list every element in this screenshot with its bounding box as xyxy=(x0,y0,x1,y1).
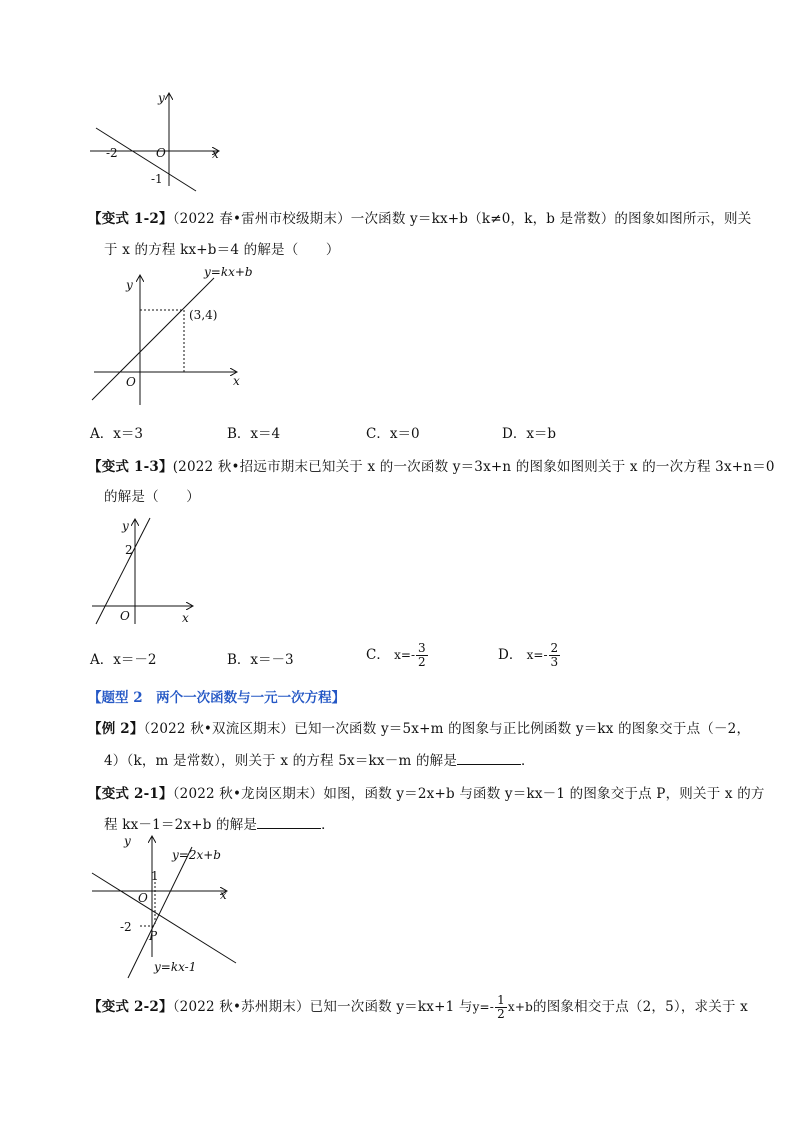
label-2x-plus-b: y=2x+b xyxy=(172,848,221,862)
ex2-line-1: 【例 2】（2022 秋•双流区期末）已知一次函数 y＝5x+m 的图象与正比例函数 y＝kx 的图象交于点（－2， xyxy=(88,721,751,737)
v21-line-1: 【变式 2-1】（2022 秋•龙岗区期末）如图，函数 y＝2x+b 与函数 y＝kx－1 的图象交于点 P，则关于 x 的方 xyxy=(88,786,765,802)
line-kx-minus-1 xyxy=(92,873,236,963)
v12-option-a[interactable]: A．x＝3 xyxy=(90,426,143,442)
origin-label: O xyxy=(120,609,130,623)
y-axis-label: y xyxy=(126,278,133,292)
v13-option-b[interactable]: B．x＝－3 xyxy=(227,652,294,668)
answer-blank[interactable] xyxy=(457,752,521,765)
tick-2: 2 xyxy=(125,543,133,557)
v12-option-b[interactable]: B．x＝4 xyxy=(227,426,281,442)
line-2x-plus-b xyxy=(128,847,192,978)
function-label: y=kx+b xyxy=(204,265,253,279)
v12-line-1: 【变式 1-2】（2022 春•雷州市校级期末）一次函数 y＝kx+b（k≠0，k，b 是常数）的图象如图所示，则关 xyxy=(88,211,752,227)
v13-option-a[interactable]: A．x＝－2 xyxy=(90,652,157,668)
v13-graph xyxy=(88,512,208,632)
x-axis-label: x xyxy=(233,374,240,388)
point-label: (3,4) xyxy=(189,308,218,322)
v13-option-c[interactable]: C． x=- $\frac{3}{2}$ xyxy=(366,641,426,669)
type-2-heading: 【题型 2 两个一次函数与一元一次方程】 xyxy=(88,690,346,706)
x-axis-label: x xyxy=(220,888,227,902)
v21-line-2: 程 kx－1＝2x+b 的解是 ． xyxy=(104,817,335,833)
tick-minus-1: -1 xyxy=(151,172,163,186)
v12-option-d[interactable]: D．x＝b xyxy=(502,426,557,442)
v12-line-2: 于 x 的方程 kx+b＝4 的解是（ ） xyxy=(104,242,340,258)
origin-label: O xyxy=(138,891,148,905)
x-axis-label: x xyxy=(182,611,189,625)
tick-minus-2: -2 xyxy=(106,146,118,160)
v12-graph xyxy=(88,262,268,412)
x-axis-label: x xyxy=(212,147,219,161)
answer-blank[interactable] xyxy=(257,816,321,829)
origin-label: O xyxy=(126,375,136,389)
function-line xyxy=(92,278,214,400)
v21-graph xyxy=(88,833,248,983)
figure-1-graph xyxy=(88,88,228,188)
label-kx-minus-1: y=kx-1 xyxy=(154,960,197,974)
v22-line-1: 【变式 2-2】（2022 秋•苏州期末）已知一次函数 y＝kx+1 与y=- $\frac{1}{2}$ x+b的图象相交于点（2，5），求关于 x xyxy=(88,993,748,1021)
tick-1: 1 xyxy=(151,869,159,883)
y-axis-label: y xyxy=(158,91,165,105)
v12-option-c[interactable]: C．x＝0 xyxy=(366,426,420,442)
point-p-label: P xyxy=(149,929,158,943)
y-axis-label: y xyxy=(122,519,129,533)
tick-minus-2: -2 xyxy=(120,920,132,934)
v13-line-2: 的解是（ ） xyxy=(104,489,200,505)
v13-line-1: 【变式 1-3】(2022 秋•招远市期末已知关于 x 的一次函数 y＝3x+n 的图象如图则关于 x 的一次方程 3x+n＝0 xyxy=(88,459,775,475)
y-axis-label: y xyxy=(124,834,131,848)
ex2-line-2: 4）（k，m 是常数），则关于 x 的方程 5x＝kx－m 的解是 ． xyxy=(104,753,535,769)
v13-option-d[interactable]: D． x=- $\frac{2}{3}$ xyxy=(498,641,559,669)
origin-label: O xyxy=(156,146,166,160)
